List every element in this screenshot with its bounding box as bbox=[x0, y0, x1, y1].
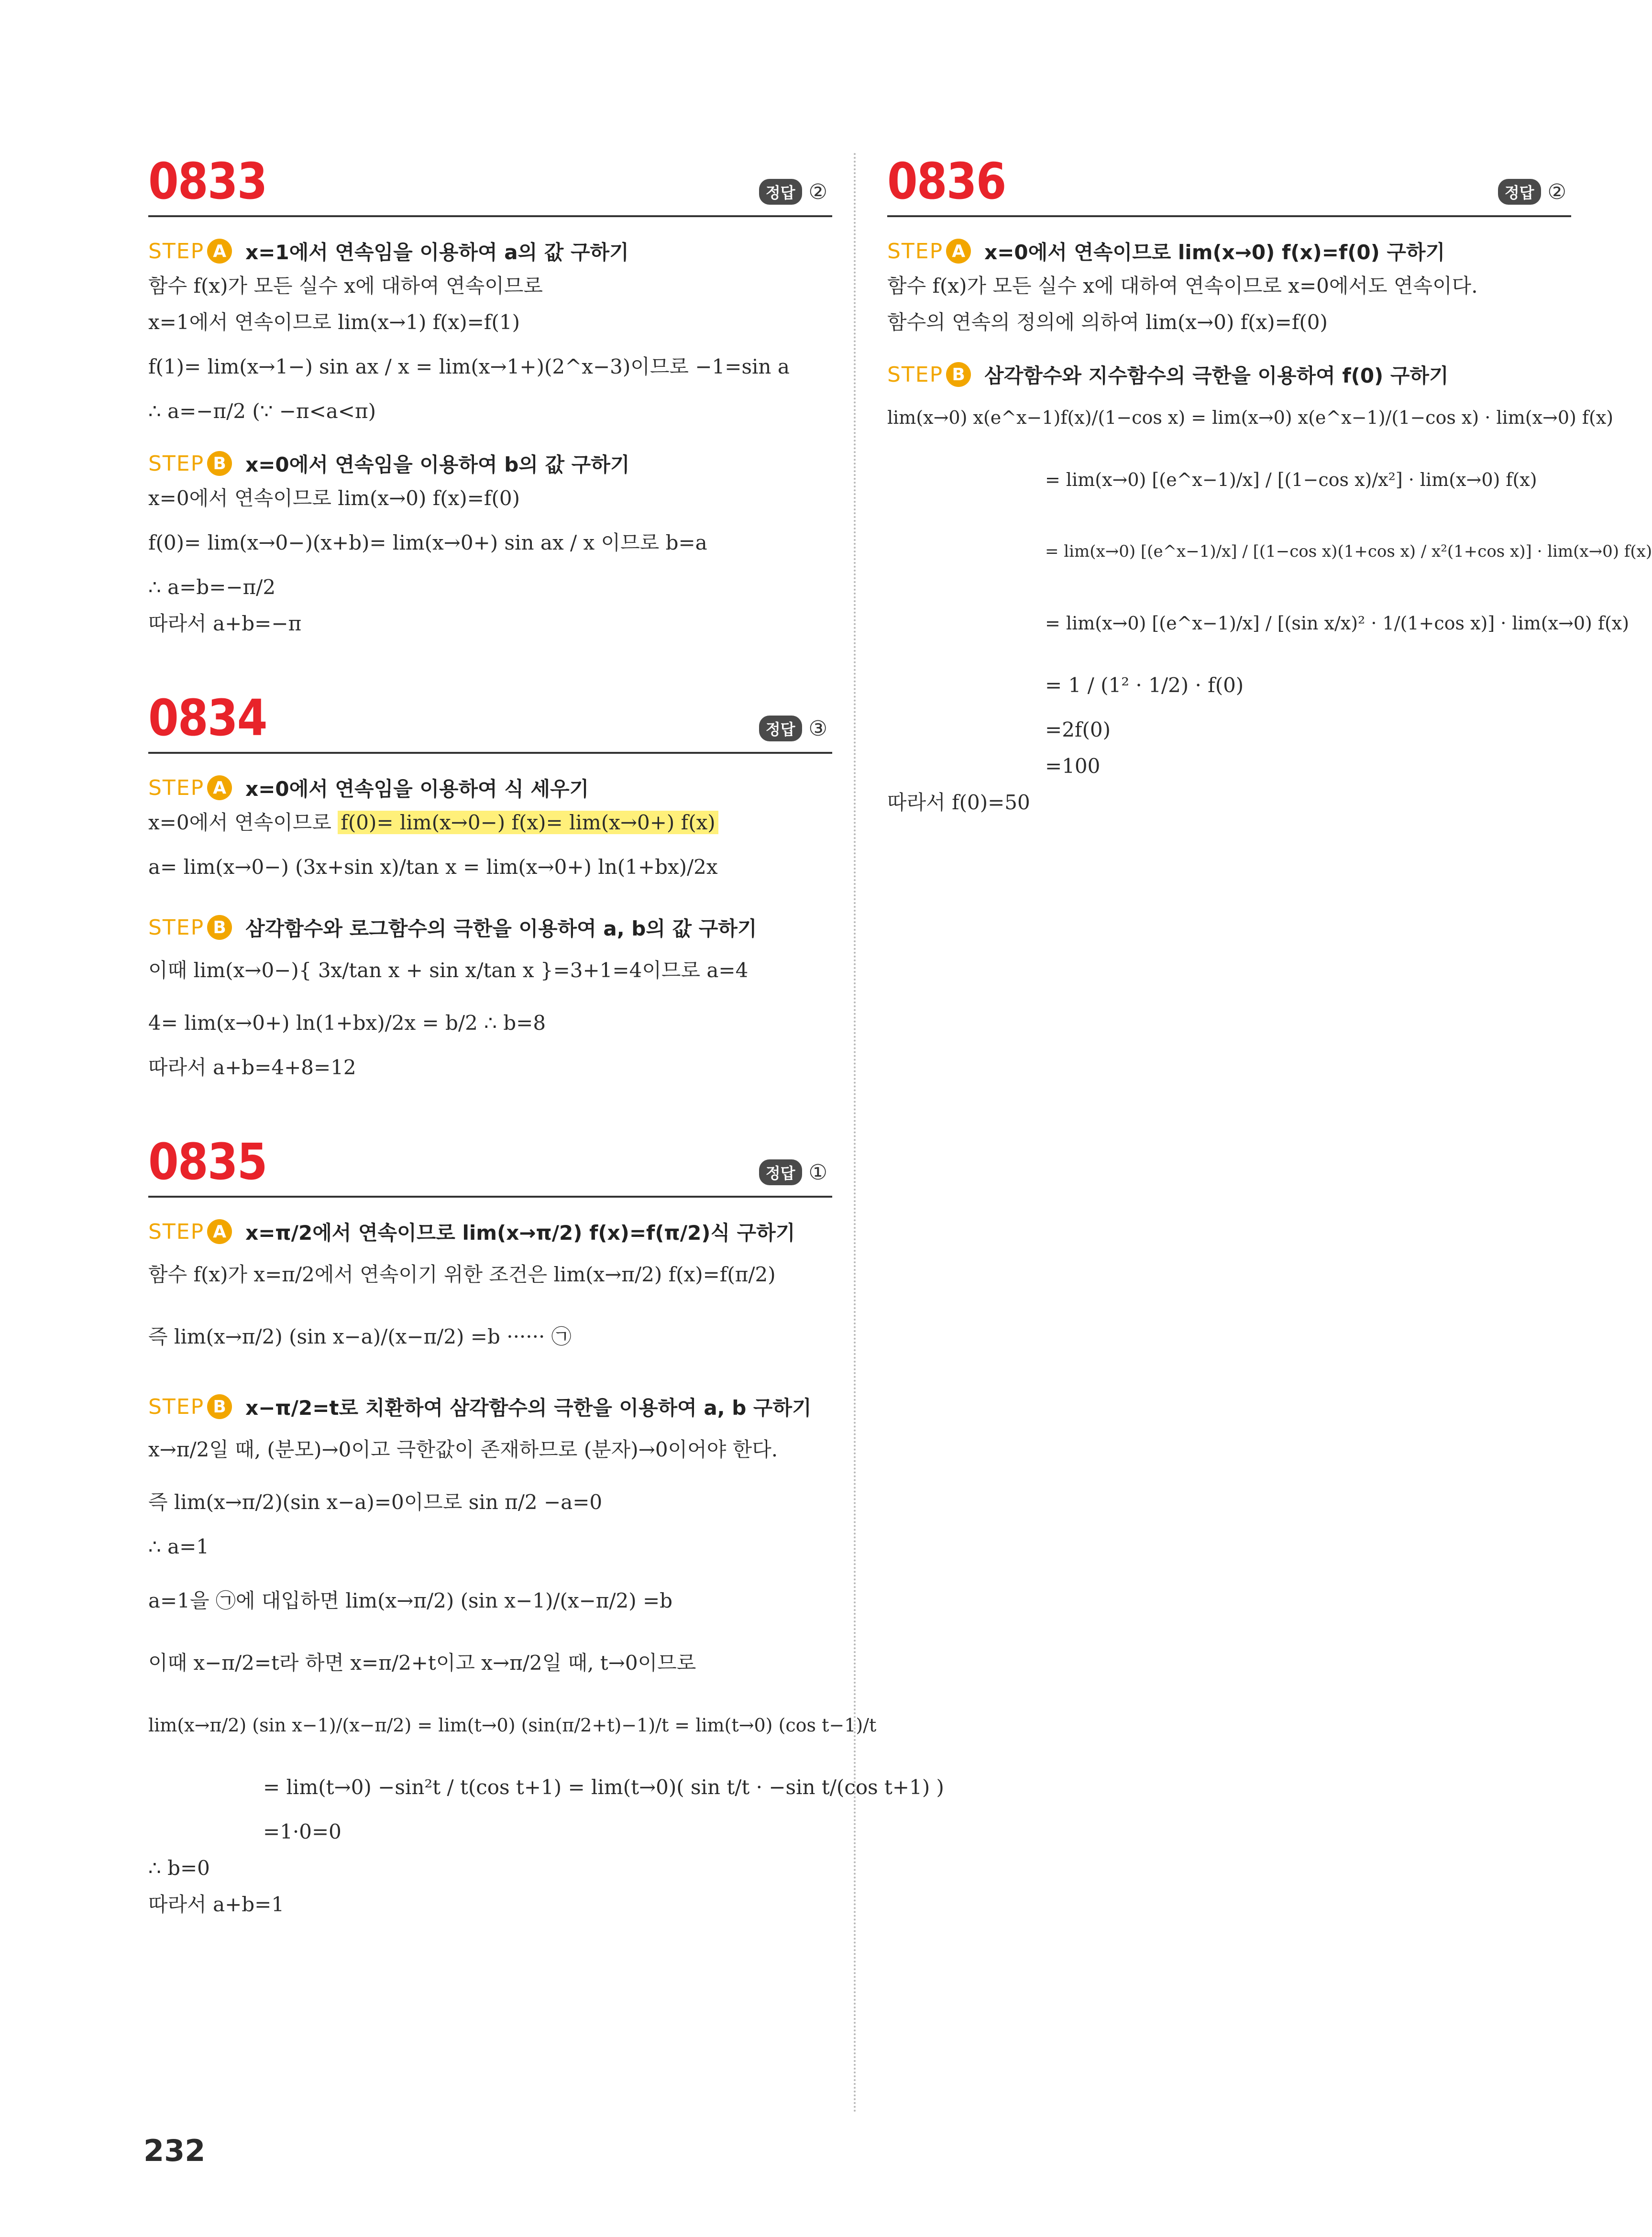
problem-header bbox=[148, 1124, 832, 1198]
solution-line: ∴ b=0 bbox=[148, 1856, 210, 1880]
problem-0836 bbox=[887, 143, 1652, 821]
right-column bbox=[887, 143, 1652, 821]
step-label: STEP bbox=[148, 239, 205, 264]
solution-line: 함수 f(x)가 모든 실수 x에 대하여 연속이므로 x=0에서도 연속이다. bbox=[887, 274, 1478, 298]
answer-value: ③ bbox=[808, 716, 827, 741]
step-b bbox=[148, 911, 832, 944]
step-letter-badge: B bbox=[207, 1394, 232, 1419]
step-label: STEP bbox=[887, 362, 944, 387]
step-title: x−π/2=t로 치환하여 삼각함수의 극한을 이용하여 a, b 구하기 bbox=[245, 1396, 812, 1420]
answer-value: ② bbox=[1547, 179, 1566, 204]
solution-line: = lim(x→0) [(e^x−1)/x] / [(1−cos x)(1+cos x) / x²(1+cos x)] · lim(x→0) f(x) bbox=[1045, 542, 1652, 561]
answer-badge: 정답 bbox=[759, 716, 802, 741]
solution-line: x=0에서 연속이므로 lim(x→0) f(x)=f(0) bbox=[148, 486, 520, 510]
answer-box bbox=[1498, 179, 1566, 205]
step-a bbox=[887, 234, 1571, 268]
solution-line: = lim(t→0) −sin²t / t(cos t+1) = lim(t→0)( sin t/t · −sin t/(cos t+1) ) bbox=[263, 1775, 944, 1799]
problem-0833 bbox=[148, 143, 832, 642]
solution-line: ∴ a=1 bbox=[148, 1535, 209, 1558]
step-label: STEP bbox=[148, 1394, 205, 1419]
step-title: 삼각함수와 지수함수의 극한을 이용하여 f(0) 구하기 bbox=[984, 364, 1449, 387]
solution-line: a= lim(x→0−) (3x+sin x)/tan x = lim(x→0+) ln(1+bx)/2x bbox=[148, 855, 718, 879]
solution-line: 즉 lim(x→π/2)(sin x−a)=0이므로 sin π/2 −a=0 bbox=[148, 1490, 603, 1514]
solution-line: f(0)= lim(x→0−)(x+b)= lim(x→0+) sin ax / x 이므로 b=a bbox=[148, 531, 707, 554]
answer-badge: 정답 bbox=[759, 1159, 802, 1185]
solution-line: x→π/2일 때, (분모)→0이고 극한값이 존재하므로 (분자)→0이어야 한다. bbox=[148, 1438, 778, 1461]
problem-number: 0835 bbox=[148, 1133, 267, 1191]
line-prefix: x=0에서 연속이므로 bbox=[148, 811, 331, 834]
page-number: 232 bbox=[143, 2133, 206, 2168]
problem-header bbox=[148, 143, 832, 217]
answer-box bbox=[759, 716, 827, 741]
solution-line: 4= lim(x→0+) ln(1+bx)/2x = b/2 ∴ b=8 bbox=[148, 1011, 546, 1035]
solution-line: 함수의 연속의 정의에 의하여 lim(x→0) f(x)=f(0) bbox=[887, 310, 1328, 334]
solution-line: = lim(x→0) [(e^x−1)/x] / [(sin x/x)² · 1/(1+cos x)] · lim(x→0) f(x) bbox=[1045, 613, 1630, 634]
solution-line: f(1)= lim(x→1−) sin ax / x = lim(x→1+)(2^x−3)이므로 −1=sin a bbox=[148, 355, 790, 378]
solution-line: x=1에서 연속이므로 lim(x→1) f(x)=f(1) bbox=[148, 310, 520, 334]
step-letter-badge: A bbox=[946, 239, 971, 264]
step-label: STEP bbox=[887, 239, 944, 264]
step-letter-badge: A bbox=[207, 1219, 232, 1244]
solution-line: ∴ a=−π/2 (∵ −π<a<π) bbox=[148, 399, 376, 423]
step-a bbox=[148, 1215, 832, 1248]
solution-line: 따라서 a+b=4+8=12 bbox=[148, 1056, 356, 1079]
step-label: STEP bbox=[148, 451, 205, 476]
column-divider bbox=[854, 153, 856, 2114]
step-title: x=1에서 연속임을 이용하여 a의 값 구하기 bbox=[245, 241, 629, 264]
answer-value: ① bbox=[808, 1160, 827, 1185]
solution-line: ∴ a=b=−π/2 bbox=[148, 575, 276, 599]
answer-box bbox=[759, 179, 827, 205]
problem-header bbox=[887, 143, 1571, 217]
step-label: STEP bbox=[148, 1219, 205, 1244]
step-letter-badge: B bbox=[946, 362, 971, 387]
problem-number: 0834 bbox=[148, 689, 267, 747]
step-title: 삼각함수와 로그함수의 극한을 이용하여 a, b의 값 구하기 bbox=[245, 917, 757, 940]
step-b bbox=[148, 1390, 832, 1423]
answer-badge: 정답 bbox=[1498, 179, 1541, 205]
solution-line: 따라서 f(0)=50 bbox=[887, 791, 1030, 814]
solution-line: 따라서 a+b=−π bbox=[148, 612, 302, 635]
step-a bbox=[148, 234, 832, 268]
step-letter-badge: A bbox=[207, 239, 232, 264]
problem-number: 0836 bbox=[887, 152, 1006, 210]
step-title: x=0에서 연속이므로 lim(x→0) f(x)=f(0) 구하기 bbox=[984, 241, 1445, 264]
solution-line: lim(x→π/2) (sin x−1)/(x−π/2) = lim(t→0) (sin(π/2+t)−1)/t = lim(t→0) (cos t−1)/t bbox=[148, 1715, 877, 1736]
problem-number: 0833 bbox=[148, 152, 267, 210]
step-b bbox=[887, 358, 1571, 391]
answer-badge: 정답 bbox=[759, 179, 802, 205]
answer-value: ② bbox=[808, 179, 827, 204]
highlighted-equation: f(0)= lim(x→0−) f(x)= lim(x→0+) f(x) bbox=[338, 811, 718, 834]
solution-line: 이때 lim(x→0−){ 3x/tan x + sin x/tan x }=3+1=4이므로 a=4 bbox=[148, 959, 749, 982]
answer-box bbox=[759, 1159, 827, 1185]
step-a bbox=[148, 771, 832, 804]
problem-0835 bbox=[148, 1124, 944, 1923]
problem-0834 bbox=[148, 680, 832, 1086]
solution-line: 따라서 a+b=1 bbox=[148, 1893, 285, 1916]
solution-line: =100 bbox=[1045, 754, 1101, 778]
step-b bbox=[148, 447, 832, 480]
solution-line: = lim(x→0) [(e^x−1)/x] / [(1−cos x)/x²] · lim(x→0) f(x) bbox=[1045, 469, 1537, 490]
step-label: STEP bbox=[148, 915, 205, 940]
solution-line: 이때 x−π/2=t라 하면 x=π/2+t이고 x→π/2일 때, t→0이므로 bbox=[148, 1651, 696, 1675]
step-label: STEP bbox=[148, 775, 205, 800]
solution-line: =1·0=0 bbox=[263, 1820, 341, 1843]
step-title: x=0에서 연속임을 이용하여 식 세우기 bbox=[245, 777, 589, 801]
solution-line: 함수 f(x)가 x=π/2에서 연속이기 위한 조건은 lim(x→π/2) f(x)=f(π/2) bbox=[148, 1263, 776, 1286]
step-title: x=π/2에서 연속이므로 lim(x→π/2) f(x)=f(π/2)식 구하기 bbox=[245, 1221, 795, 1245]
solution-line bbox=[148, 804, 832, 841]
step-title: x=0에서 연속임을 이용하여 b의 값 구하기 bbox=[245, 453, 630, 476]
step-letter-badge: B bbox=[207, 915, 232, 940]
step-letter-badge: A bbox=[207, 775, 232, 800]
solution-line: 즉 lim(x→π/2) (sin x−a)/(x−π/2) =b ······ ㉠ bbox=[148, 1325, 572, 1348]
solution-line: =2f(0) bbox=[1045, 718, 1111, 741]
solution-line: lim(x→0) x(e^x−1)f(x)/(1−cos x) = lim(x→0) x(e^x−1)/(1−cos x) · lim(x→0) f(x) bbox=[887, 407, 1614, 428]
solution-line: = 1 / (1² · 1/2) · f(0) bbox=[1045, 673, 1244, 697]
solution-line: 함수 f(x)가 모든 실수 x에 대하여 연속이므로 bbox=[148, 274, 543, 298]
solution-line: a=1을 ㉠에 대입하면 lim(x→π/2) (sin x−1)/(x−π/2) =b bbox=[148, 1589, 673, 1612]
problem-header bbox=[148, 680, 832, 754]
left-column bbox=[148, 143, 944, 1923]
step-letter-badge: B bbox=[207, 451, 232, 476]
